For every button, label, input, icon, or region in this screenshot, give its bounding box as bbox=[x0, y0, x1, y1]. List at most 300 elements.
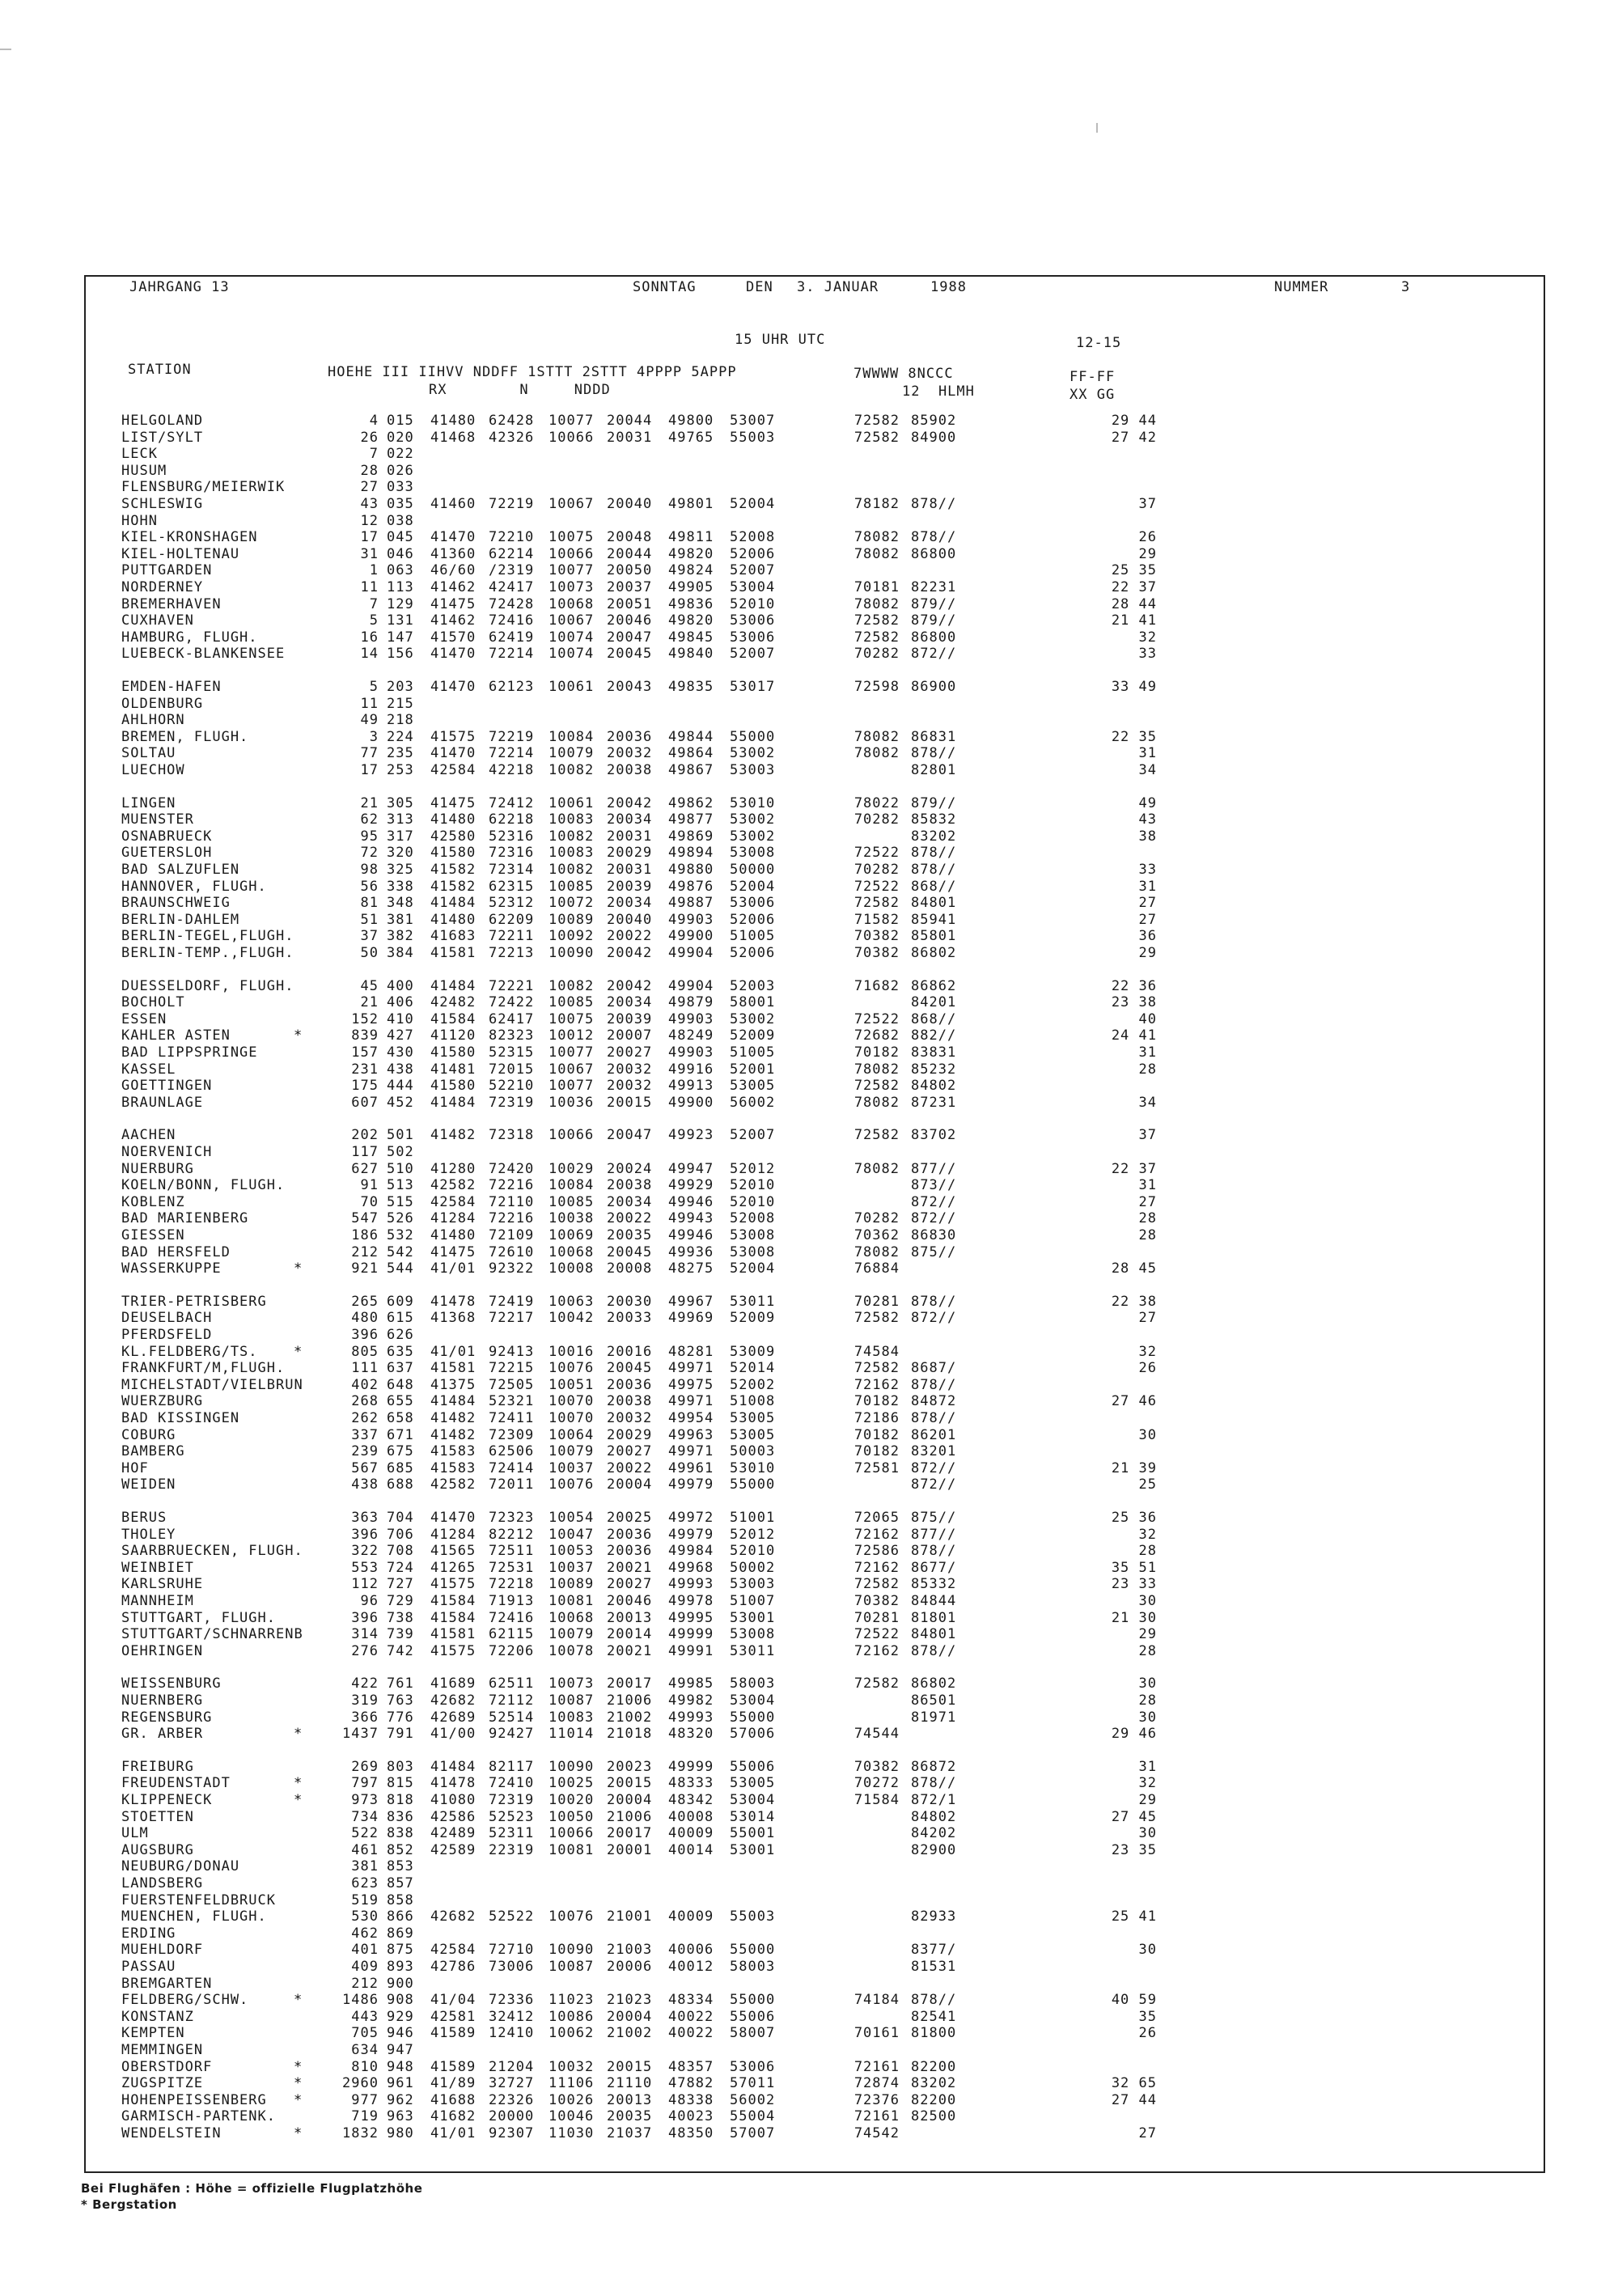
group-5appp: 53008 bbox=[730, 1244, 776, 1260]
group-4pppp: 49867 bbox=[668, 762, 714, 778]
station-elevation: 117 bbox=[351, 1144, 379, 1160]
group-1sttt: 10085 bbox=[549, 994, 595, 1010]
station-elevation: 231 bbox=[351, 1061, 379, 1078]
group-2sttt: 20016 bbox=[607, 1344, 653, 1360]
group-7wwww: 72582 bbox=[853, 895, 900, 911]
station-index: 129 bbox=[387, 596, 414, 612]
gust-ff: 29 bbox=[1138, 1626, 1157, 1642]
station-elevation: 1486 bbox=[342, 1992, 379, 2008]
station-elevation: 152 bbox=[351, 1011, 379, 1027]
station-elevation: 95 bbox=[360, 828, 379, 845]
station-elevation: 409 bbox=[351, 1959, 379, 1975]
group-5appp: 53003 bbox=[730, 1576, 776, 1592]
station-index: 325 bbox=[387, 862, 414, 878]
group-nddff: 72216 bbox=[489, 1177, 535, 1193]
group-1sttt: 10066 bbox=[549, 1127, 595, 1143]
station-row bbox=[0, 2025, 1375, 2042]
group-iihvv: 41480 bbox=[430, 912, 477, 928]
station-elevation: 921 bbox=[351, 1260, 379, 1277]
gust-ff: 32 bbox=[1138, 1527, 1157, 1543]
group-8nccc: 81531 bbox=[911, 1959, 957, 1975]
station-name: BAD MARIENBERG bbox=[121, 1210, 249, 1226]
station-elevation: 422 bbox=[351, 1675, 379, 1692]
group-1sttt: 10037 bbox=[549, 1460, 595, 1476]
group-7wwww: 72582 bbox=[853, 629, 900, 646]
group-8nccc: 82200 bbox=[911, 2092, 957, 2108]
group-1sttt: 10051 bbox=[549, 1377, 595, 1393]
station-name: FREIBURG bbox=[121, 1759, 194, 1775]
group-7wwww: 74584 bbox=[853, 1344, 900, 1360]
group-1sttt: 10026 bbox=[549, 2092, 595, 2108]
group-8nccc: 878// bbox=[911, 1294, 957, 1310]
station-index: 438 bbox=[387, 1061, 414, 1078]
station-name: GOETTINGEN bbox=[121, 1078, 213, 1094]
group-iihvv: 41580 bbox=[430, 845, 477, 861]
group-8nccc: 84872 bbox=[911, 1393, 957, 1409]
group-nddff: 72505 bbox=[489, 1377, 535, 1393]
station-index: 729 bbox=[387, 1593, 414, 1609]
station-index: 929 bbox=[387, 2009, 414, 2025]
station-name: WUERZBURG bbox=[121, 1393, 204, 1409]
group-nddff: 72511 bbox=[489, 1543, 535, 1559]
group-nddff: 72316 bbox=[489, 845, 535, 861]
group-nddff: 62123 bbox=[489, 679, 535, 695]
mountain-station-mark: * bbox=[294, 2059, 303, 2075]
station-row bbox=[0, 696, 1375, 713]
station-name: MEMMINGEN bbox=[121, 2042, 204, 2058]
group-nddff: 62417 bbox=[489, 1011, 535, 1027]
station-name: STUTTGART/SCHNARRENB bbox=[121, 1626, 303, 1642]
station-name: BAD SALZUFLEN bbox=[121, 862, 240, 878]
group-5appp: 52008 bbox=[730, 1210, 776, 1226]
station-elevation: 810 bbox=[351, 2059, 379, 2075]
station-row bbox=[0, 729, 1375, 746]
group-4pppp: 40012 bbox=[668, 1959, 714, 1975]
group-4pppp: 49811 bbox=[668, 529, 714, 545]
group-7wwww: 72581 bbox=[853, 1460, 900, 1476]
group-iihvv: 41580 bbox=[430, 1044, 477, 1061]
group-nddff: 12410 bbox=[489, 2025, 535, 2041]
station-elevation: 268 bbox=[351, 1393, 379, 1409]
group-4pppp: 40014 bbox=[668, 1842, 714, 1858]
station-elevation: 112 bbox=[351, 1576, 379, 1592]
group-2sttt: 21002 bbox=[607, 1709, 653, 1726]
station-row bbox=[0, 1908, 1375, 1925]
station-index: 763 bbox=[387, 1692, 414, 1709]
group-iihvv: 41583 bbox=[430, 1460, 477, 1476]
station-elevation: 26 bbox=[360, 430, 379, 446]
mountain-station-mark: * bbox=[294, 1027, 303, 1044]
year-label: 1988 bbox=[930, 279, 967, 295]
station-index: 685 bbox=[387, 1460, 414, 1476]
gust-ff: 33 bbox=[1138, 862, 1157, 878]
group-4pppp: 49971 bbox=[668, 1393, 714, 1409]
group-4pppp: 40006 bbox=[668, 1942, 714, 1958]
station-name: LUECHOW bbox=[121, 762, 185, 778]
group-5appp: 53002 bbox=[730, 828, 776, 845]
station-name: ULM bbox=[121, 1825, 149, 1841]
group-7wwww: 70282 bbox=[853, 862, 900, 878]
group-nddff: 72110 bbox=[489, 1194, 535, 1210]
station-row bbox=[0, 1759, 1375, 1776]
group-5appp: 53004 bbox=[730, 579, 776, 595]
group-nddff: 42218 bbox=[489, 762, 535, 778]
station-elevation: 45 bbox=[360, 978, 379, 994]
group-nddff: 32412 bbox=[489, 2009, 535, 2025]
group-8nccc: 84201 bbox=[911, 994, 957, 1010]
station-row bbox=[0, 413, 1375, 430]
group-iihvv: 41/00 bbox=[430, 1726, 477, 1742]
group-nddff: 82212 bbox=[489, 1527, 535, 1543]
group-5appp: 52014 bbox=[730, 1360, 776, 1376]
group-2sttt: 20037 bbox=[607, 579, 653, 595]
group-2sttt: 20036 bbox=[607, 729, 653, 745]
group-8nccc: 81801 bbox=[911, 1610, 957, 1626]
group-8nccc: 84802 bbox=[911, 1809, 957, 1825]
group-2sttt: 20034 bbox=[607, 811, 653, 828]
station-name: AUGSBURG bbox=[121, 1842, 194, 1858]
group-1sttt: 10075 bbox=[549, 1011, 595, 1027]
group-7wwww: 72598 bbox=[853, 679, 900, 695]
group-8nccc: 82231 bbox=[911, 579, 957, 595]
group-iihvv: 46/60 bbox=[430, 562, 477, 578]
group-4pppp: 48333 bbox=[668, 1775, 714, 1791]
station-name: PASSAU bbox=[121, 1959, 176, 1975]
group-iihvv: 42482 bbox=[430, 994, 477, 1010]
station-index: 671 bbox=[387, 1427, 414, 1443]
group-nddff: 52514 bbox=[489, 1709, 535, 1726]
group-8nccc: 82801 bbox=[911, 762, 957, 778]
group-4pppp: 49836 bbox=[668, 596, 714, 612]
weather-header-line2: 12 HLMH bbox=[902, 383, 975, 400]
group-7wwww: 72582 bbox=[853, 430, 900, 446]
group-2sttt: 20004 bbox=[607, 2009, 653, 2025]
group-7wwww: 72065 bbox=[853, 1510, 900, 1526]
group-1sttt: 10038 bbox=[549, 1210, 595, 1226]
group-1sttt: 10076 bbox=[549, 1908, 595, 1925]
station-name: SOLTAU bbox=[121, 745, 176, 761]
group-iihvv: 41120 bbox=[430, 1027, 477, 1044]
group-4pppp: 48275 bbox=[668, 1260, 714, 1277]
station-index: 869 bbox=[387, 1925, 414, 1942]
group-iihvv: 41584 bbox=[430, 1593, 477, 1609]
group-8nccc: 878// bbox=[911, 1377, 957, 1393]
group-1sttt: 10073 bbox=[549, 579, 595, 595]
group-2sttt: 20032 bbox=[607, 1410, 653, 1426]
station-row bbox=[0, 612, 1375, 629]
group-1sttt: 10037 bbox=[549, 1560, 595, 1576]
group-nddff: 72419 bbox=[489, 1294, 535, 1310]
group-nddff: 22326 bbox=[489, 2092, 535, 2108]
group-5appp: 57007 bbox=[730, 2125, 776, 2141]
group-5appp: 52007 bbox=[730, 646, 776, 662]
station-row bbox=[0, 1460, 1375, 1477]
station-elevation: 31 bbox=[360, 546, 379, 562]
group-iihvv: 41484 bbox=[430, 1393, 477, 1409]
group-8nccc: 82541 bbox=[911, 2009, 957, 2025]
station-index: 761 bbox=[387, 1675, 414, 1692]
station-index: 706 bbox=[387, 1527, 414, 1543]
station-elevation: 16 bbox=[360, 629, 379, 646]
station-name: DUESSELDORF, FLUGH. bbox=[121, 978, 294, 994]
group-4pppp: 49903 bbox=[668, 912, 714, 928]
group-1sttt: 10079 bbox=[549, 745, 595, 761]
group-1sttt: 10063 bbox=[549, 1294, 595, 1310]
group-4pppp: 40023 bbox=[668, 2108, 714, 2124]
group-5appp: 52007 bbox=[730, 1127, 776, 1143]
station-elevation: 977 bbox=[351, 2092, 379, 2108]
gust-ff: 28 bbox=[1138, 1692, 1157, 1709]
group-nddff: 72318 bbox=[489, 1127, 535, 1143]
group-1sttt: 10077 bbox=[549, 1078, 595, 1094]
group-2sttt: 20022 bbox=[607, 928, 653, 944]
group-7wwww: 78182 bbox=[853, 496, 900, 512]
gust-ff: 27 bbox=[1138, 895, 1157, 911]
group-7wwww: 72376 bbox=[853, 2092, 900, 2108]
station-elevation: 262 bbox=[351, 1410, 379, 1426]
group-iihvv: 41480 bbox=[430, 811, 477, 828]
group-7wwww: 72522 bbox=[853, 879, 900, 895]
group-1sttt: 10090 bbox=[549, 1759, 595, 1775]
group-7wwww: 70182 bbox=[853, 1393, 900, 1409]
station-index: 501 bbox=[387, 1127, 414, 1143]
group-4pppp: 49971 bbox=[668, 1443, 714, 1459]
group-5appp: 53014 bbox=[730, 1809, 776, 1825]
group-2sttt: 20022 bbox=[607, 1210, 653, 1226]
scan-mark bbox=[1096, 123, 1098, 133]
station-row bbox=[0, 2092, 1375, 2109]
station-name: EMDEN-HAFEN bbox=[121, 679, 222, 695]
station-elevation: 461 bbox=[351, 1842, 379, 1858]
station-index: 253 bbox=[387, 762, 414, 778]
station-row bbox=[0, 1310, 1375, 1327]
group-2sttt: 20048 bbox=[607, 529, 653, 545]
group-7wwww: 72161 bbox=[853, 2059, 900, 2075]
group-iihvv: 41581 bbox=[430, 1626, 477, 1642]
station-row bbox=[0, 2108, 1375, 2125]
station-elevation: 443 bbox=[351, 2009, 379, 2025]
group-nddff: 21204 bbox=[489, 2059, 535, 2075]
group-iihvv: 41683 bbox=[430, 928, 477, 944]
group-1sttt: 10012 bbox=[549, 1027, 595, 1044]
group-8nccc: 877// bbox=[911, 1527, 957, 1543]
station-index: 961 bbox=[387, 2075, 414, 2091]
group-1sttt: 10084 bbox=[549, 729, 595, 745]
station-elevation: 705 bbox=[351, 2025, 379, 2041]
station-row bbox=[0, 795, 1375, 812]
group-8nccc: 879// bbox=[911, 795, 957, 811]
group-2sttt: 20017 bbox=[607, 1825, 653, 1841]
group-2sttt: 20004 bbox=[607, 1476, 653, 1493]
group-5appp: 55004 bbox=[730, 2108, 776, 2124]
group-iihvv: 41462 bbox=[430, 612, 477, 629]
group-iihvv: 41589 bbox=[430, 2025, 477, 2041]
group-4pppp: 49900 bbox=[668, 1095, 714, 1111]
gust-ff: 28 bbox=[1138, 1210, 1157, 1226]
group-8nccc: 872/1 bbox=[911, 1792, 957, 1808]
group-8nccc: 872// bbox=[911, 1460, 957, 1476]
group-4pppp: 49999 bbox=[668, 1626, 714, 1642]
group-8nccc: 86800 bbox=[911, 629, 957, 646]
station-elevation: 973 bbox=[351, 1792, 379, 1808]
station-elevation: 366 bbox=[351, 1709, 379, 1726]
group-5appp: 53006 bbox=[730, 2059, 776, 2075]
station-row bbox=[0, 1675, 1375, 1692]
station-row bbox=[0, 811, 1375, 828]
group-7wwww: 78082 bbox=[853, 546, 900, 562]
group-7wwww: 72186 bbox=[853, 1410, 900, 1426]
group-iihvv: 41/89 bbox=[430, 2075, 477, 2091]
group-1sttt: 10066 bbox=[549, 1825, 595, 1841]
group-1sttt: 10068 bbox=[549, 596, 595, 612]
group-8nccc: 83202 bbox=[911, 2075, 957, 2091]
group-5appp: 52009 bbox=[730, 1027, 776, 1044]
group-1sttt: 10053 bbox=[549, 1543, 595, 1559]
station-index: 980 bbox=[387, 2125, 414, 2141]
station-name: LECK bbox=[121, 446, 158, 462]
station-row bbox=[0, 513, 1375, 530]
weather-header-line1: 7WWWW 8NCCC bbox=[853, 366, 954, 382]
station-name: KASSEL bbox=[121, 1061, 176, 1078]
gust-ff: 26 bbox=[1138, 1360, 1157, 1376]
station-row bbox=[0, 529, 1375, 546]
group-2sttt: 20023 bbox=[607, 1759, 653, 1775]
group-7wwww: 72162 bbox=[853, 1527, 900, 1543]
group-iihvv: 42586 bbox=[430, 1809, 477, 1825]
station-elevation: 265 bbox=[351, 1294, 379, 1310]
station-name: KOBLENZ bbox=[121, 1194, 185, 1210]
group-iihvv: 42584 bbox=[430, 1942, 477, 1958]
station-row bbox=[0, 1726, 1375, 1743]
group-1sttt: 10087 bbox=[549, 1959, 595, 1975]
station-row bbox=[0, 1825, 1375, 1842]
group-8nccc: 86800 bbox=[911, 546, 957, 562]
group-7wwww: 78082 bbox=[853, 745, 900, 761]
station-row bbox=[0, 2075, 1375, 2092]
station-index: 532 bbox=[387, 1227, 414, 1243]
group-nddff: 42417 bbox=[489, 579, 535, 595]
group-5appp: 53001 bbox=[730, 1610, 776, 1626]
group-iihvv: 42689 bbox=[430, 1709, 477, 1726]
group-8nccc: 83831 bbox=[911, 1044, 957, 1061]
footnote-airports: Bei Flughäfen : Höhe = offizielle Flugplatzhöhe bbox=[81, 2181, 423, 2196]
station-elevation: 1832 bbox=[342, 2125, 379, 2141]
group-nddff: 52523 bbox=[489, 1809, 535, 1825]
group-5appp: 58001 bbox=[730, 994, 776, 1010]
group-5appp: 52002 bbox=[730, 1377, 776, 1393]
group-4pppp: 49903 bbox=[668, 1044, 714, 1061]
group-iihvv: 42582 bbox=[430, 1476, 477, 1493]
station-elevation: 1437 bbox=[342, 1726, 379, 1742]
station-name: WASSERKUPPE bbox=[121, 1260, 222, 1277]
group-iihvv: 41475 bbox=[430, 1244, 477, 1260]
station-index: 791 bbox=[387, 1726, 414, 1742]
group-1sttt: 10068 bbox=[549, 1610, 595, 1626]
station-row bbox=[0, 828, 1375, 845]
group-iihvv: 41582 bbox=[430, 862, 477, 878]
station-index: 035 bbox=[387, 496, 414, 512]
group-7wwww: 70272 bbox=[853, 1775, 900, 1791]
group-2sttt: 20027 bbox=[607, 1443, 653, 1459]
station-row bbox=[0, 2125, 1375, 2142]
station-name: AACHEN bbox=[121, 1127, 176, 1143]
station-name: CUXHAVEN bbox=[121, 612, 194, 629]
station-name: MANNHEIM bbox=[121, 1593, 194, 1609]
station-elevation: 396 bbox=[351, 1527, 379, 1543]
station-elevation: 480 bbox=[351, 1310, 379, 1326]
mountain-station-mark: * bbox=[294, 1992, 303, 2008]
group-5appp: 53010 bbox=[730, 795, 776, 811]
station-index: 203 bbox=[387, 679, 414, 695]
station-index: 045 bbox=[387, 529, 414, 545]
group-nddff: 52316 bbox=[489, 828, 535, 845]
group-nddff: 82323 bbox=[489, 1027, 535, 1044]
station-name: ERDING bbox=[121, 1925, 176, 1942]
group-7wwww: 70182 bbox=[853, 1044, 900, 1061]
station-name: ZUGSPITZE bbox=[121, 2075, 204, 2091]
group-7wwww: 78082 bbox=[853, 729, 900, 745]
group-5appp: 55006 bbox=[730, 1759, 776, 1775]
group-2sttt: 20038 bbox=[607, 762, 653, 778]
gust-ff: 23 38 bbox=[1111, 994, 1157, 1010]
group-2sttt: 20036 bbox=[607, 1377, 653, 1393]
station-index: 948 bbox=[387, 2059, 414, 2075]
group-1sttt: 10081 bbox=[549, 1842, 595, 1858]
group-iihvv: 41484 bbox=[430, 978, 477, 994]
group-5appp: 52010 bbox=[730, 596, 776, 612]
group-iihvv: 41462 bbox=[430, 579, 477, 595]
group-1sttt: 10089 bbox=[549, 912, 595, 928]
gust-ff: 28 bbox=[1138, 1227, 1157, 1243]
station-name: OBERSTDORF bbox=[121, 2059, 213, 2075]
group-7wwww: 70182 bbox=[853, 1427, 900, 1443]
station-row bbox=[0, 1576, 1375, 1593]
group-7wwww: 78082 bbox=[853, 1161, 900, 1177]
station-row bbox=[0, 679, 1375, 696]
group-nddff: 71913 bbox=[489, 1593, 535, 1609]
station-row bbox=[0, 1260, 1375, 1277]
group-5appp: 52007 bbox=[730, 562, 776, 578]
group-8nccc: 872// bbox=[911, 1476, 957, 1493]
group-5appp: 58003 bbox=[730, 1959, 776, 1975]
group-2sttt: 20047 bbox=[607, 1127, 653, 1143]
gust-ff: 30 bbox=[1138, 1427, 1157, 1443]
group-8nccc: 84802 bbox=[911, 1078, 957, 1094]
station-row bbox=[0, 1925, 1375, 1942]
station-elevation: 62 bbox=[360, 811, 379, 828]
group-2sttt: 20046 bbox=[607, 612, 653, 629]
station-name: TRIER-PETRISBERG bbox=[121, 1294, 267, 1310]
station-row bbox=[0, 1294, 1375, 1311]
station-row bbox=[0, 712, 1375, 729]
weekday-label: SONNTAG bbox=[633, 279, 697, 295]
gust-ff: 22 38 bbox=[1111, 1294, 1157, 1310]
station-row bbox=[0, 845, 1375, 862]
group-8nccc: 86900 bbox=[911, 679, 957, 695]
mountain-station-mark: * bbox=[294, 2125, 303, 2141]
group-4pppp: 40009 bbox=[668, 1908, 714, 1925]
station-row bbox=[0, 562, 1375, 579]
station-index: 313 bbox=[387, 811, 414, 828]
group-2sttt: 20051 bbox=[607, 596, 653, 612]
group-nddff: 72213 bbox=[489, 945, 535, 961]
station-index: 444 bbox=[387, 1078, 414, 1094]
gust-ff: 31 bbox=[1138, 1044, 1157, 1061]
group-5appp: 50002 bbox=[730, 1560, 776, 1576]
station-name: BREMGARTEN bbox=[121, 1976, 213, 1992]
station-row bbox=[0, 945, 1375, 962]
station-row bbox=[0, 1443, 1375, 1460]
